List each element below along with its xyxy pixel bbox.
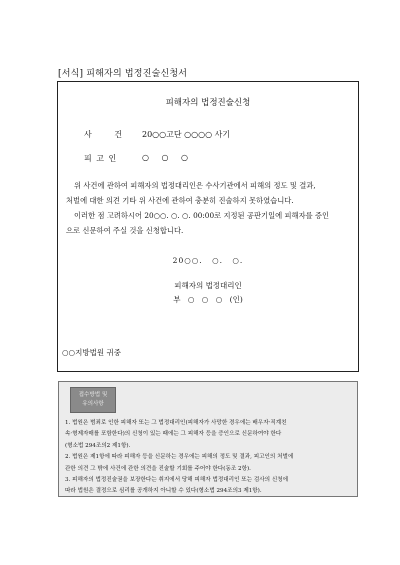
signature-title: 피해자의 법정대리인: [174, 281, 242, 290]
note-line: 2. 법원은 제1항에 따라 피해자 등을 신문하는 경우에는 피해의 정도 및 결과, 피고인의 처벌에: [65, 454, 294, 461]
document-title: 피해자의 법정진술신청: [165, 98, 251, 108]
defendant-value: ○ ○ ○: [142, 153, 191, 162]
notes-box: [58, 381, 358, 497]
body-text: [66, 178, 356, 238]
note-line: 속·형제자매를 포함한다)의 신청이 있는 때에는 그 피해자 등을 증인으로 신문하여야 한다: [65, 431, 282, 438]
body-line: 이러한 점 고려하시어 20○○. ○. ○. 00:00로 지정된 공판기일에 피해자를 증인: [74, 211, 330, 220]
defendant-label: 피 고 인: [84, 154, 118, 163]
notes-list: [65, 418, 351, 498]
notes-tab-line: 유의사항: [82, 401, 104, 407]
body-line: 으로 신문하여 주실 것을 신청합니다.: [66, 226, 184, 235]
note-line: 따라 법원은 결정으로 심리를 공개하지 아니할 수 있다(형소법 294조의3 제1항).: [65, 488, 262, 495]
application-form: [57, 81, 359, 372]
form-label: [서식] 피해자의 법정진술신청서: [58, 69, 188, 79]
note-line: 관한 의견 그 밖에 사건에 관한 의견을 진술할 기회를 주어야 한다(동조 2항).: [65, 465, 251, 472]
case-value: 20○○고단 ○○○○ 사기: [142, 130, 231, 139]
note-line: 3. 피해자의 법정진술권을 보장한다는 취지에서 당해 피해자 법정대리인 또는 검사의 신청에: [65, 477, 289, 484]
application-date: 20○○. ○. ○.: [172, 256, 244, 265]
note-line: (형소법 294조의2 제1항).: [65, 442, 131, 449]
note-line: 1. 법원은 범죄로 인한 피해자 또는 그 법정대리인(피해자가 사망한 경우에는 배우자·직계친: [65, 420, 287, 426]
body-line: 처벌에 대한 의견 기타 위 사건에 관하여 충분히 진술하지 못하였습니다.: [66, 196, 294, 205]
signature-name: 부 ○ ○ ○ (인): [173, 295, 243, 304]
notes-tab-line: 접수방법 및: [78, 392, 108, 398]
body-line: 위 사건에 관하여 피해자의 법정대리인은 수사기관에서 피해의 정도 및 결과,: [74, 181, 316, 190]
court-addressee: ○○지방법원 귀중: [62, 348, 121, 357]
case-label: 사 건: [84, 130, 132, 139]
notes-tab: [70, 387, 116, 413]
